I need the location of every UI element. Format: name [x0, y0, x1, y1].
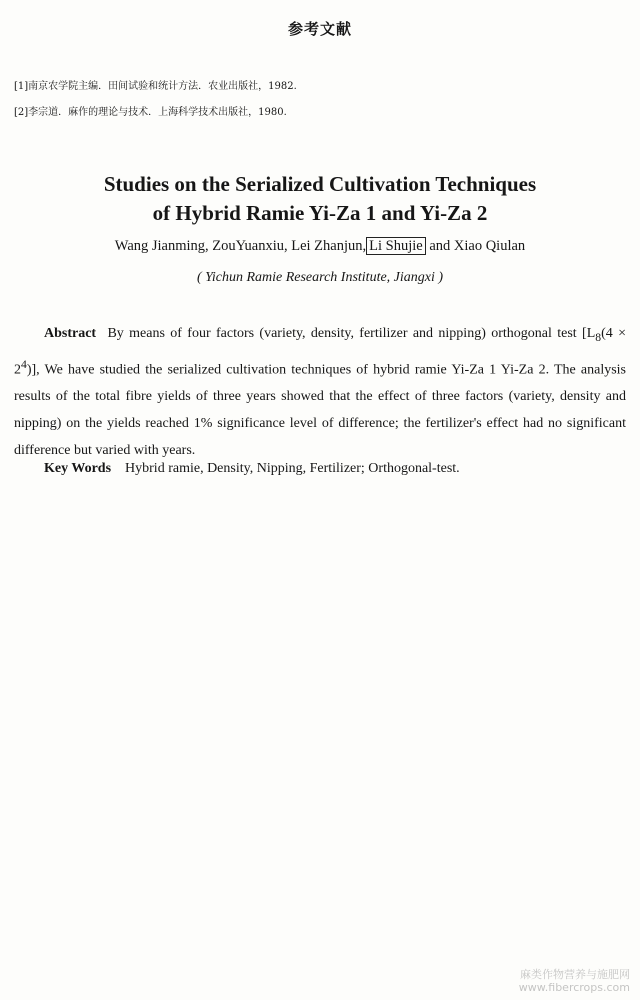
- references-heading: 参考文献: [287, 20, 352, 38]
- paper-title-line-2: of Hybrid Ramie Yi-Za 1 and Yi-Za 2: [152, 201, 488, 225]
- affiliation: ( Yichun Ramie Research Institute, Jiangxi ): [196, 270, 444, 285]
- abstract-text-part-3: )], We have studied the serialized cultivation techniques of hybrid ramie Yi-Za 1 Yi-Za 2. The analysis results of the total fibre yields of three years showed that the effect of three factors (variety, density and nipping) on the yields reached 1% significance level of difference; the fertilizer's effect had no significant difference but varied with years.: [14, 362, 626, 459]
- boxed-author: Li Shujie: [366, 237, 426, 255]
- abstract-label: Abstract: [44, 326, 97, 341]
- keywords-text: Hybrid ramie, Density, Nipping, Fertilizer; Orthogonal-test.: [125, 461, 460, 476]
- reference-item: [1]南京农学院主编．田间试验和统计方法．农业出版社，1982.: [14, 81, 297, 92]
- abstract-text-part-2: (4 × 2: [14, 326, 626, 378]
- reference-item: [2]李宗道．麻作的理论与技术．上海科学技术出版社，1980.: [14, 107, 287, 118]
- abstract-superscript: 4: [21, 357, 27, 371]
- authors-after: and Xiao Qiulan: [429, 238, 526, 254]
- watermark-line-2: www.fibercrops.com: [518, 981, 630, 994]
- abstract: [14, 320, 626, 464]
- authors-before: Wang Jianming, ZouYuanxiu, Lei Zhanjun,: [114, 238, 367, 254]
- author-list: [0, 238, 640, 255]
- paper-title: [0, 170, 640, 228]
- keywords-label: Key Words: [44, 461, 112, 476]
- keywords: [44, 455, 624, 482]
- watermark-line-1: 麻类作物营养与施肥网: [520, 968, 630, 981]
- reference-list: [14, 78, 614, 130]
- paper-title-line-1: Studies on the Serialized Cultivation Techniques: [103, 172, 537, 196]
- site-watermark: [519, 968, 630, 994]
- abstract-subscript: 8: [595, 330, 602, 344]
- abstract-text-part-1: By means of four factors (variety, density, fertilizer and nipping) orthogonal test [L: [107, 326, 596, 341]
